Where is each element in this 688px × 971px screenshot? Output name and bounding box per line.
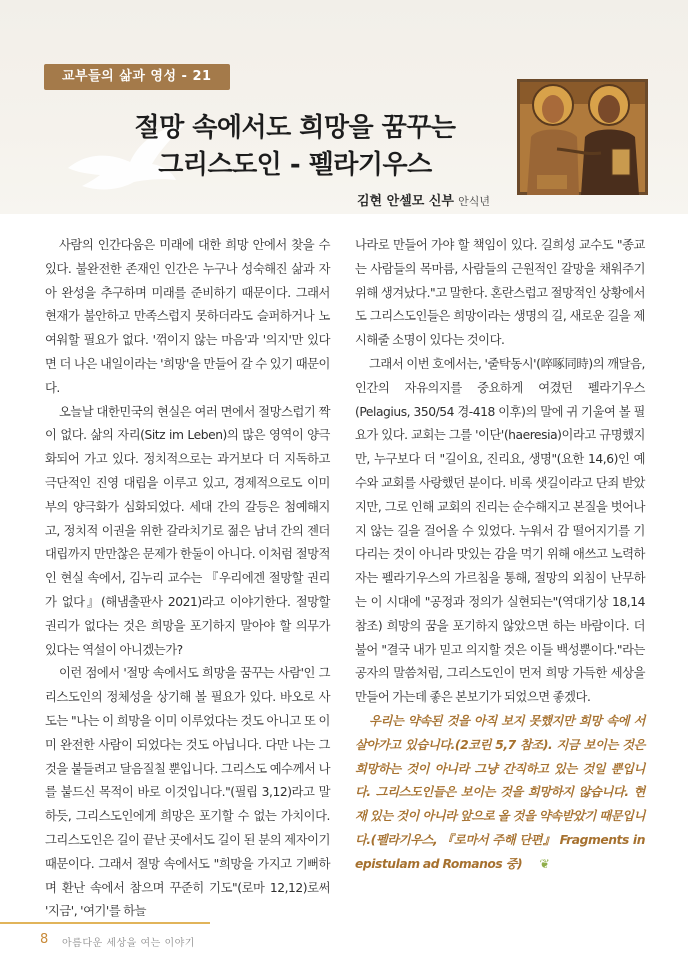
closing-quote — [355, 710, 645, 877]
author-name: 김현 안셀모 신부 — [357, 194, 454, 209]
title-line-1: 절망 속에서도 희망을 꿈꾸는 — [134, 113, 456, 143]
footer-rule — [0, 922, 210, 924]
paragraph: 이런 점에서 '절망 속에서도 희망을 꿈꾸는 사람'인 그리스도인의 정체성을 상기해 볼 필요가 있다. 바오로 사도는 "나는 이 희망을 이미 이루었다는 것도 아니고 또 이미 완전한 사람이 되었다는 것도 아닙니다. 다만 나는 그것을 붙들려고 달음질칠 뿐입니다. 그리스도 예수께서 나를 붙드신 목적이 바로 이것입니다."(필립 3,12)라고 말하듯, 그리스도인에게 희망은 포기할 수 없는 가치이다. 그리스도인은 길이 끝난 곳에서도 길이 된 분의 제자이기 때문이다. 그래서 절망 속에서도 "희망을 가지고 기뻐하며 환난 속에서 참으며 꾸준히 기도"(로마 12,12)로써 '지금', '여기'를 하늘 — [45, 666, 330, 919]
leaf-icon: ❦ — [539, 856, 550, 871]
magazine-name: 아름다운 세상을 여는 이야기 — [62, 938, 195, 949]
paragraph: 나라로 만들어 가야 할 책임이 있다. 길희성 교수도 "종교는 사람들의 목마름, 사람들의 근원적인 갈망을 채워주기 위해 생겨났다."고 말한다. 혼란스럽고 절망적인 상황에서도 그리스도인들은 희망이라는 생명의 길, 새로운 길을 제시해줄 소명이 있다는 것이다. — [355, 238, 645, 348]
article-title — [110, 110, 480, 184]
title-line-2: 그리스도인 - 펠라기우스 — [158, 150, 432, 180]
article-header — [0, 0, 688, 214]
right-column — [355, 234, 645, 877]
series-tag: 교부들의 삶과 영성 - 21 — [44, 64, 230, 90]
paragraph: 사람의 인간다움은 미래에 대한 희망 안에서 찾을 수 있다. 불완전한 존재인 인간은 누구나 성숙해진 삶과 자아 완성을 추구하며 미래를 준비하기 때문이다. 그래서 현재가 불안하고 만족스럽지 못하더라도 슬퍼하거나 노여워할 필요가 없다. '꺾이지 않는 마음'과 '의지'만 있다면 더 나은 내일이라는 '희망'을 만들어 갈 수 있기 때문이다. — [45, 238, 330, 395]
page-number: 8 — [40, 932, 49, 947]
paragraph: 오늘날 대한민국의 현실은 여러 면에서 절망스럽기 짝이 없다. 삶의 자리(Sitz im Leben)의 많은 영역이 양극화되어 가고 있다. 정치적으로는 과거보다 더 지독하고 극단적인 진영 대립을 이루고 있고, 경제적으로도 이미 부의 양극화가 심화되었다. 세대 간의 갈등은 첨예해지고, 정치적 이권을 위한 갈라치기로 젊은 남녀 간의 젠더 대립까지 만만찮은 문제가 한둘이 아니다. 이처럼 절망적인 현실 속에서, 김누리 교수는 『우리에겐 절망할 권리가 없다』(해냄출판사 2021)라고 이야기한다. 절망할 권리가 없다는 것은 희망을 포기하지 말아야 할 의무가 있다는 역설이 아니겠는가? — [45, 404, 330, 657]
paragraph: 그래서 이번 호에서는, '줄탁동시'(啐啄同時)의 깨달음, 인간의 자유의지를 중요하게 여겼던 펠라기우스(Pelagius, 350/54 경-418 이후)의 말에 귀 기울여 볼 필요가 있다. 교회는 그를 '이단'(haeresia)이라고 규명했지만, 누구보다 더 "길이요, 진리요, 생명"(요한 14,6)인 예수와 교회를 사랑했던 분이다. 비록 샛길이라고 단죄 받았지만, 그로 인해 교회의 진리는 순수해지고 본질을 벗어나지 않는 길을 걸어올 수 있었다. 누워서 감 떨어지기를 기다리는 것이 아니라 맛있는 감을 먹기 위해 애쓰고 노력하자는 펠라기우스의 가르침을 통해, 절망의 외침이 난무하는 이 시대에 "공정과 정의가 실현되는"(역대기상 18,14 참조) 희망의 꿈을 포기하지 않았으면 하는 바람이다. 더불어 "결국 내가 믿고 의지할 것은 이들 백성뿐이다."라는 공자의 말씀처럼, 그리스도인이 먼저 희망 가득한 세상을 만들어 가는데 좋은 본보기가 되었으면 좋겠다. — [355, 356, 645, 705]
author-affiliation: 안식년 — [458, 195, 490, 208]
coptic-icon-image — [517, 79, 648, 195]
author-byline — [357, 190, 490, 209]
left-column — [45, 234, 330, 924]
quote-text: 우리는 약속된 것을 아직 보지 못했지만 희망 속에 서 살아가고 있습니다.(2코린 5,7 참조). 지금 보이는 것은 희망하는 것이 아니라 그냥 간직하고 있는 것일 뿐입니다. 그리스도인들은 보이는 것을 희망하지 않습니다. 현재 있는 것이 아니라 앞으로 올 것을 약속받았기 때문입니다.(펠라기우스, 『로마서 주해 단편』 Fragments in epistulam ad Romanos 중) — [355, 713, 645, 871]
